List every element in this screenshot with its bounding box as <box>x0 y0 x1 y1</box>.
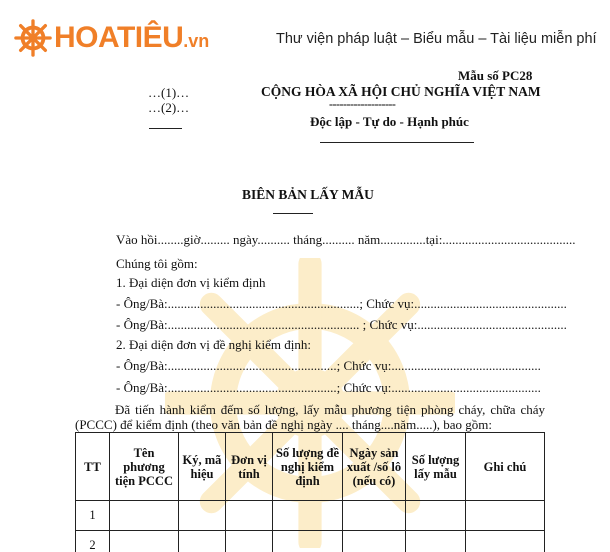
participants-intro: Chúng tôi gồm: <box>116 256 198 271</box>
brand-tld: .vn <box>183 31 210 51</box>
table-cell: 2 <box>76 531 110 552</box>
time-place-line: Vào hồi........giờ......... ngày.......... tháng.......... năm..............tại:......................................... <box>116 232 576 247</box>
table-cell <box>179 501 226 531</box>
table-cell <box>343 501 406 531</box>
col-header-equipment-name: Tên phương tiện PCCC <box>110 433 179 501</box>
table-cell <box>466 531 545 552</box>
rep-2-line-a: - Ông/Bà:....................................................; Chức vụ:.............................................. <box>116 358 541 373</box>
inspection-paragraph: Đã tiến hành kiểm đếm số lượng, lấy mẫu phương tiện phòng cháy, chữa cháy (PCCC) để kiểm định (theo văn bản đề nghị ngày .... tháng....năm.....), bao gồm: <box>75 402 545 432</box>
col-header-tt: TT <box>76 433 110 501</box>
table-cell <box>466 501 545 531</box>
table-cell <box>406 501 466 531</box>
org-line-1: …(1)… <box>148 85 190 100</box>
col-header-sample-qty: Số lượng lấy mẫu <box>406 433 466 501</box>
table-cell <box>406 531 466 552</box>
ship-wheel-icon <box>14 19 52 57</box>
table-cell <box>110 531 179 552</box>
table-header-row <box>76 433 545 501</box>
table-cell <box>343 531 406 552</box>
sample-table <box>75 432 545 552</box>
table-cell <box>273 501 343 531</box>
table-row <box>76 531 545 552</box>
col-header-unit: Đơn vị tính <box>226 433 273 501</box>
brand-logo-link[interactable] <box>14 18 209 58</box>
table-cell <box>226 501 273 531</box>
org-underline <box>149 128 182 129</box>
site-tagline: Thư viện pháp luật – Biểu mẫu – Tài liệu miễn phí <box>276 31 597 47</box>
national-motto: Độc lập - Tự do - Hạnh phúc <box>310 114 469 129</box>
col-header-model-code: Ký, mã hiệu <box>179 433 226 501</box>
table-cell <box>273 531 343 552</box>
col-header-notes: Ghi chú <box>466 433 545 501</box>
brand-name: HOATIÊU.vn <box>54 21 210 54</box>
table-cell <box>110 501 179 531</box>
heading-separator: ------------------- <box>329 97 396 111</box>
rep-1-line-b: - Ông/Bà:........................................................... ; Chức vụ:.............................................. <box>116 317 567 332</box>
rep-2-line-b: - Ông/Bà:....................................................; Chức vụ:.............................................. <box>116 380 541 395</box>
table-cell: 1 <box>76 501 110 531</box>
table-cell <box>179 531 226 552</box>
motto-underline <box>320 142 474 143</box>
form-number: Mẫu số PC28 <box>458 68 533 83</box>
document-title: BIÊN BẢN LẤY MẪU <box>242 187 374 202</box>
section-2-heading: 2. Đại diện đơn vị đề nghị kiểm định: <box>116 337 311 352</box>
table-cell <box>226 531 273 552</box>
table-row <box>76 501 545 531</box>
rep-1-line-a: - Ông/Bà:...........................................................; Chức vụ:............................................... <box>116 296 567 311</box>
col-header-requested-qty: Số lượng đề nghị kiểm định <box>273 433 343 501</box>
org-line-2: …(2)… <box>148 100 190 115</box>
republic-heading: CỘNG HÒA XÃ HỘI CHỦ NGHĨA VIỆT NAM <box>261 84 541 99</box>
section-1-heading: 1. Đại diện đơn vị kiểm định <box>116 275 266 290</box>
col-header-production-date: Ngày sản xuất /số lô (nếu có) <box>343 433 406 501</box>
title-underline <box>273 213 313 214</box>
